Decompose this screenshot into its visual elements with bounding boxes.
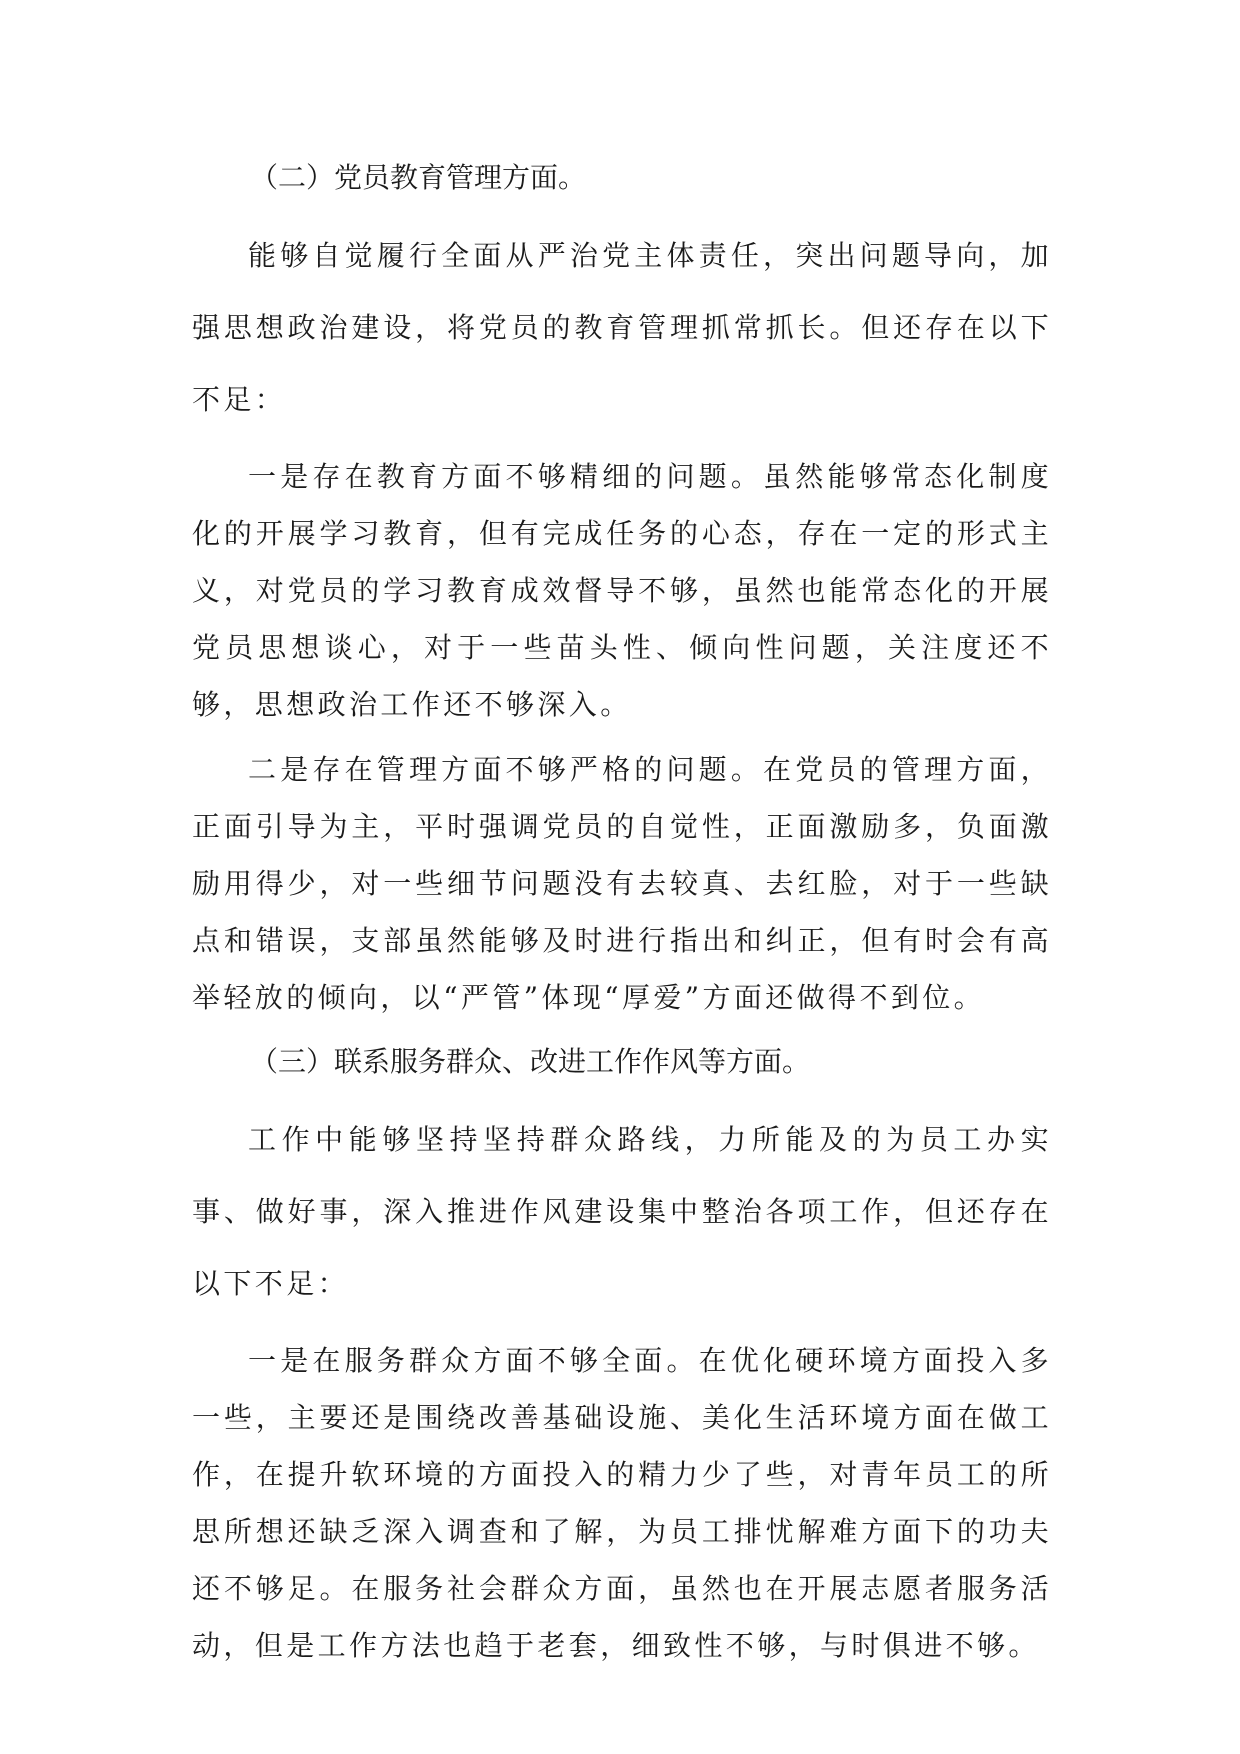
section-heading-2: （二）党员教育管理方面。: [250, 161, 587, 194]
section-2-point-1: 一是存在教育方面不够精细的问题。虽然能够常态化制度化的开展学习教育，但有完成任务的心态，存在一定的形式主义，对党员的学习教育成效督导不够，虽然也能常态化的开展党员思想谈心，对于一些苗头性、倾向性问题，关注度还不够，思想政治工作还不够深入。: [192, 460, 1052, 721]
section-2-intro: 能够自觉履行全面从严治党主体责任，突出问题导向，加强思想政治建设，将党员的教育管理抓常抓长。但还存在以下不足：: [192, 239, 1052, 416]
document-body: [192, 150, 1052, 1682]
section-3-point-1: 一是在服务群众方面不够全面。在优化硬环境方面投入多一些，主要还是围绕改善基础设施、美化生活环境方面在做工作，在提升软环境的方面投入的精力少了些，对青年员工的所思所想还缺乏深入调查和了解，为员工排忧解难方面下的功夫还不够足。在服务社会群众方面，虽然也在开展志愿者服务活动，但是工作方法也趋于老套，细致性不够，与时俱进不够。: [192, 1344, 1052, 1662]
section-heading-3: （三）联系服务群众、改进工作作风等方面。: [250, 1045, 811, 1078]
section-3-intro: 工作中能够坚持坚持群众路线，力所能及的为员工办实事、做好事，深入推进作风建设集中整治各项工作，但还存在以下不足：: [192, 1123, 1052, 1300]
section-2-point-2: 二是存在管理方面不够严格的问题。在党员的管理方面，正面引导为主，平时强调党员的自觉性，正面激励多，负面激励用得少，对一些细节问题没有去较真、去红脸，对于一些缺点和错误，支部虽然能够及时进行指出和纠正，但有时会有高举轻放的倾向，以“严管”体现“厚爱”方面还做得不到位。: [192, 753, 1052, 1014]
